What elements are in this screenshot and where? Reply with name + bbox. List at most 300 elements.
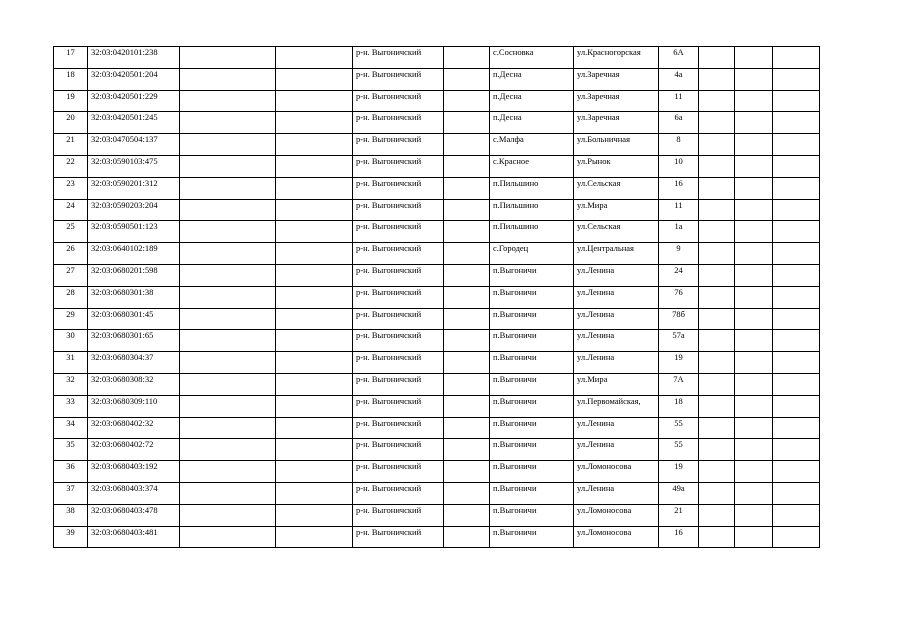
district-name: р-н. Выгоничский	[356, 112, 422, 123]
district-name: р-н. Выгоничский	[356, 199, 422, 210]
empty-cell	[735, 352, 773, 374]
empty-cell	[180, 395, 276, 417]
locality-cell	[490, 134, 574, 156]
empty-cell	[180, 373, 276, 395]
empty-cell	[773, 199, 820, 221]
cadastral-number: 32:03:0590501:123	[91, 221, 158, 232]
district-name: р-н. Выгоничский	[356, 264, 422, 275]
row-number-cell	[54, 482, 88, 504]
locality-name: п.Десна	[493, 90, 522, 101]
house-cell	[659, 373, 699, 395]
row-number-cell	[54, 373, 88, 395]
house-number: 10	[674, 155, 683, 166]
street-name: ул.Заречная	[577, 90, 620, 101]
empty-cell	[444, 68, 490, 90]
district-cell	[353, 482, 444, 504]
district-name: р-н. Выгоничский	[356, 243, 422, 254]
locality-name: с.Сосновка	[493, 47, 534, 57]
empty-cell	[444, 264, 490, 286]
locality-cell	[490, 482, 574, 504]
row-number-cell	[54, 461, 88, 483]
row-number: 18	[66, 68, 75, 79]
house-cell	[659, 199, 699, 221]
house-number: 55	[674, 439, 683, 450]
empty-cell	[735, 330, 773, 352]
empty-cell	[276, 373, 353, 395]
district-cell	[353, 134, 444, 156]
locality-cell	[490, 439, 574, 461]
empty-cell	[444, 47, 490, 69]
empty-cell	[699, 155, 735, 177]
empty-cell	[276, 68, 353, 90]
empty-cell	[276, 526, 353, 548]
row-number-cell	[54, 330, 88, 352]
district-name: р-н. Выгоничский	[356, 395, 422, 406]
empty-cell	[180, 482, 276, 504]
house-number: 4а	[674, 68, 683, 79]
district-cell	[353, 330, 444, 352]
empty-cell	[276, 177, 353, 199]
cadastral-cell	[88, 330, 180, 352]
table-row	[54, 221, 820, 243]
empty-cell	[699, 482, 735, 504]
district-cell	[353, 221, 444, 243]
row-number-cell	[54, 504, 88, 526]
street-name: ул.Ленина	[577, 352, 615, 363]
empty-cell	[444, 417, 490, 439]
empty-cell	[699, 264, 735, 286]
empty-cell	[735, 90, 773, 112]
locality-name: п.Выгоничи	[493, 330, 537, 341]
row-number: 38	[66, 504, 75, 515]
empty-cell	[276, 90, 353, 112]
district-cell	[353, 112, 444, 134]
cadastral-cell	[88, 373, 180, 395]
empty-cell	[773, 482, 820, 504]
empty-cell	[444, 286, 490, 308]
empty-cell	[699, 330, 735, 352]
locality-cell	[490, 177, 574, 199]
district-name: р-н. Выгоничский	[356, 439, 422, 450]
street-name: ул.Ломоносова	[577, 504, 632, 515]
cadastral-cell	[88, 155, 180, 177]
cadastral-cell	[88, 177, 180, 199]
empty-cell	[773, 112, 820, 134]
empty-cell	[180, 68, 276, 90]
row-number-cell	[54, 47, 88, 69]
empty-cell	[735, 439, 773, 461]
house-cell	[659, 482, 699, 504]
empty-cell	[276, 308, 353, 330]
locality-name: п.Выгоничи	[493, 461, 537, 472]
empty-cell	[276, 134, 353, 156]
cadastral-cell	[88, 68, 180, 90]
empty-cell	[444, 243, 490, 265]
empty-cell	[699, 461, 735, 483]
house-number: 7А	[673, 373, 684, 384]
cadastral-number: 32:03:0680403:478	[91, 504, 158, 515]
house-cell	[659, 177, 699, 199]
district-cell	[353, 155, 444, 177]
empty-cell	[735, 243, 773, 265]
street-cell	[574, 243, 659, 265]
empty-cell	[444, 526, 490, 548]
house-cell	[659, 68, 699, 90]
empty-cell	[699, 177, 735, 199]
empty-cell	[444, 373, 490, 395]
cadastral-number: 32:03:0680301:45	[91, 308, 154, 319]
locality-cell	[490, 47, 574, 69]
table-row	[54, 352, 820, 374]
cadastral-number: 32:03:0680304:37	[91, 352, 154, 363]
house-number: 49а	[672, 482, 685, 493]
empty-cell	[699, 134, 735, 156]
cadastral-number: 32:03:0680402:72	[91, 439, 154, 450]
house-number: 6а	[674, 112, 683, 123]
empty-cell	[773, 155, 820, 177]
cadastral-number: 32:03:0420501:229	[91, 90, 158, 101]
empty-cell	[180, 155, 276, 177]
empty-cell	[180, 526, 276, 548]
empty-cell	[773, 330, 820, 352]
cadastral-number: 32:03:0680201:598	[91, 264, 158, 275]
empty-cell	[735, 461, 773, 483]
house-number: 24	[674, 264, 683, 275]
house-number: 9	[676, 243, 681, 254]
locality-name: п.Выгоничи	[493, 417, 537, 428]
locality-name: с.Малфа	[493, 134, 524, 145]
locality-cell	[490, 112, 574, 134]
empty-cell	[773, 526, 820, 548]
street-cell	[574, 395, 659, 417]
empty-cell	[276, 395, 353, 417]
empty-cell	[180, 461, 276, 483]
street-cell	[574, 68, 659, 90]
row-number: 17	[66, 47, 75, 57]
locality-name: п.Выгоничи	[493, 308, 537, 319]
district-name: р-н. Выгоничский	[356, 90, 422, 101]
district-name: р-н. Выгоничский	[356, 68, 422, 79]
empty-cell	[699, 90, 735, 112]
empty-cell	[276, 352, 353, 374]
row-number: 35	[66, 439, 75, 450]
locality-cell	[490, 461, 574, 483]
empty-cell	[773, 243, 820, 265]
row-number: 23	[66, 177, 75, 188]
house-number: 8	[676, 134, 681, 145]
empty-cell	[735, 286, 773, 308]
table-row	[54, 243, 820, 265]
empty-cell	[699, 308, 735, 330]
cadastral-cell	[88, 352, 180, 374]
row-number-cell	[54, 395, 88, 417]
empty-cell	[276, 439, 353, 461]
empty-cell	[773, 417, 820, 439]
empty-cell	[773, 352, 820, 374]
cadastral-cell	[88, 199, 180, 221]
street-name: ул.Сельская	[577, 221, 621, 232]
house-number: 78б	[672, 308, 685, 319]
table-row	[54, 308, 820, 330]
street-name: ул.Ленина	[577, 330, 615, 341]
street-cell	[574, 155, 659, 177]
locality-name: п.Выгоничи	[493, 395, 537, 406]
locality-name: п.Выгоничи	[493, 482, 537, 493]
table-row	[54, 90, 820, 112]
cadastral-cell	[88, 395, 180, 417]
cadastral-number: 32:03:0680403:481	[91, 526, 158, 537]
house-number: 76	[674, 286, 683, 297]
empty-cell	[444, 199, 490, 221]
empty-cell	[444, 177, 490, 199]
district-name: р-н. Выгоничский	[356, 373, 422, 384]
cadastral-number: 32:03:0590203:204	[91, 199, 158, 210]
house-number: 6А	[673, 47, 684, 57]
empty-cell	[699, 286, 735, 308]
table-row	[54, 264, 820, 286]
locality-cell	[490, 199, 574, 221]
row-number-cell	[54, 243, 88, 265]
house-number: 16	[674, 177, 683, 188]
district-cell	[353, 68, 444, 90]
street-name: ул.Ленина	[577, 264, 615, 275]
district-cell	[353, 373, 444, 395]
empty-cell	[699, 243, 735, 265]
street-name: ул.Мира	[577, 199, 608, 210]
district-name: р-н. Выгоничский	[356, 177, 422, 188]
house-cell	[659, 417, 699, 439]
district-cell	[353, 90, 444, 112]
district-cell	[353, 526, 444, 548]
empty-cell	[276, 221, 353, 243]
row-number: 29	[66, 308, 75, 319]
street-cell	[574, 177, 659, 199]
row-number: 30	[66, 330, 75, 341]
cadastral-cell	[88, 264, 180, 286]
locality-cell	[490, 286, 574, 308]
street-name: ул.Центральная	[577, 243, 634, 254]
cadastral-number: 32:03:0420501:204	[91, 68, 158, 79]
locality-name: п.Выгоничи	[493, 439, 537, 450]
table-row	[54, 373, 820, 395]
cadastral-cell	[88, 112, 180, 134]
locality-cell	[490, 308, 574, 330]
empty-cell	[699, 352, 735, 374]
locality-cell	[490, 526, 574, 548]
district-cell	[353, 308, 444, 330]
empty-cell	[699, 221, 735, 243]
empty-cell	[699, 417, 735, 439]
empty-cell	[180, 330, 276, 352]
cadastral-cell	[88, 526, 180, 548]
empty-cell	[180, 47, 276, 69]
row-number: 22	[66, 155, 75, 166]
street-cell	[574, 439, 659, 461]
table-row	[54, 417, 820, 439]
row-number-cell	[54, 264, 88, 286]
empty-cell	[180, 90, 276, 112]
locality-name: п.Пильшино	[493, 177, 539, 188]
row-number: 27	[66, 264, 75, 275]
empty-cell	[444, 504, 490, 526]
cadastral-cell	[88, 286, 180, 308]
street-name: ул.Мира	[577, 373, 608, 384]
empty-cell	[180, 286, 276, 308]
empty-cell	[773, 68, 820, 90]
locality-cell	[490, 68, 574, 90]
street-name: ул.Ленина	[577, 308, 615, 319]
table-row	[54, 330, 820, 352]
row-number-cell	[54, 155, 88, 177]
empty-cell	[699, 504, 735, 526]
cadastral-number: 32:03:0680309:110	[91, 395, 158, 406]
empty-cell	[444, 395, 490, 417]
empty-cell	[276, 461, 353, 483]
row-number: 19	[66, 90, 75, 101]
street-name: ул.Первомайская,	[577, 395, 641, 406]
empty-cell	[699, 112, 735, 134]
empty-cell	[773, 286, 820, 308]
empty-cell	[276, 112, 353, 134]
street-cell	[574, 352, 659, 374]
street-name: ул.Ломоносова	[577, 461, 632, 472]
empty-cell	[773, 264, 820, 286]
empty-cell	[735, 395, 773, 417]
row-number-cell	[54, 199, 88, 221]
row-number-cell	[54, 134, 88, 156]
locality-name: п.Выгоничи	[493, 526, 537, 537]
cadastral-number: 32:03:0590103:475	[91, 155, 158, 166]
empty-cell	[444, 352, 490, 374]
street-name: ул.Больничная	[577, 134, 630, 145]
empty-cell	[699, 68, 735, 90]
empty-cell	[444, 330, 490, 352]
district-cell	[353, 199, 444, 221]
street-name: ул.Сельская	[577, 177, 621, 188]
empty-cell	[444, 461, 490, 483]
cadastral-number: 32:03:0680301:65	[91, 330, 154, 341]
cadastral-number: 32:03:0470504:137	[91, 134, 158, 145]
street-cell	[574, 221, 659, 243]
locality-name: п.Выгоничи	[493, 504, 537, 515]
table-row	[54, 526, 820, 548]
empty-cell	[180, 112, 276, 134]
street-name: ул.Ломоносова	[577, 526, 632, 537]
row-number-cell	[54, 286, 88, 308]
empty-cell	[773, 395, 820, 417]
street-cell	[574, 461, 659, 483]
empty-cell	[444, 308, 490, 330]
district-name: р-н. Выгоничский	[356, 417, 422, 428]
street-cell	[574, 482, 659, 504]
house-number: 11	[674, 199, 683, 210]
district-name: р-н. Выгоничский	[356, 330, 422, 341]
cadastral-number: 32:03:0680403:374	[91, 482, 158, 493]
empty-cell	[180, 352, 276, 374]
empty-cell	[444, 482, 490, 504]
empty-cell	[773, 439, 820, 461]
cadastral-cell	[88, 47, 180, 69]
empty-cell	[735, 68, 773, 90]
table-row	[54, 504, 820, 526]
house-number: 57а	[672, 330, 685, 341]
empty-cell	[180, 134, 276, 156]
locality-cell	[490, 330, 574, 352]
house-cell	[659, 47, 699, 69]
empty-cell	[735, 199, 773, 221]
row-number: 34	[66, 417, 75, 428]
row-number-cell	[54, 177, 88, 199]
table-row	[54, 395, 820, 417]
cadastral-number: 32:03:0680402:32	[91, 417, 154, 428]
row-number-cell	[54, 352, 88, 374]
empty-cell	[773, 221, 820, 243]
row-number: 28	[66, 286, 75, 297]
street-cell	[574, 112, 659, 134]
cadastral-cell	[88, 461, 180, 483]
house-number: 19	[674, 461, 683, 472]
cadastral-cell	[88, 308, 180, 330]
empty-cell	[276, 243, 353, 265]
empty-cell	[699, 373, 735, 395]
district-cell	[353, 177, 444, 199]
cadastral-number: 32:03:0640102:189	[91, 243, 158, 254]
empty-cell	[180, 439, 276, 461]
cadastral-number: 32:03:0420501:245	[91, 112, 158, 123]
empty-cell	[180, 308, 276, 330]
empty-cell	[444, 155, 490, 177]
house-cell	[659, 526, 699, 548]
street-name: ул.Заречная	[577, 68, 620, 79]
empty-cell	[699, 199, 735, 221]
house-cell	[659, 330, 699, 352]
empty-cell	[773, 308, 820, 330]
row-number: 20	[66, 112, 75, 123]
empty-cell	[773, 90, 820, 112]
district-name: р-н. Выгоничский	[356, 286, 422, 297]
district-cell	[353, 264, 444, 286]
district-name: р-н. Выгоничский	[356, 155, 422, 166]
house-cell	[659, 221, 699, 243]
street-cell	[574, 286, 659, 308]
district-name: р-н. Выгоничский	[356, 504, 422, 515]
empty-cell	[276, 264, 353, 286]
cadastral-cell	[88, 439, 180, 461]
cadastral-cell	[88, 134, 180, 156]
empty-cell	[444, 112, 490, 134]
row-number: 26	[66, 243, 75, 254]
locality-cell	[490, 417, 574, 439]
empty-cell	[276, 155, 353, 177]
locality-name: п.Десна	[493, 68, 522, 79]
locality-cell	[490, 264, 574, 286]
house-number: 55	[674, 417, 683, 428]
empty-cell	[276, 47, 353, 69]
empty-cell	[180, 417, 276, 439]
row-number-cell	[54, 439, 88, 461]
empty-cell	[180, 199, 276, 221]
house-number: 11	[674, 90, 683, 101]
locality-name: с.Красное	[493, 155, 530, 166]
house-number: 18	[674, 395, 683, 406]
table-row	[54, 47, 820, 69]
table-row	[54, 286, 820, 308]
cadastral-cell	[88, 482, 180, 504]
district-cell	[353, 47, 444, 69]
locality-cell	[490, 90, 574, 112]
district-cell	[353, 352, 444, 374]
row-number-cell	[54, 221, 88, 243]
